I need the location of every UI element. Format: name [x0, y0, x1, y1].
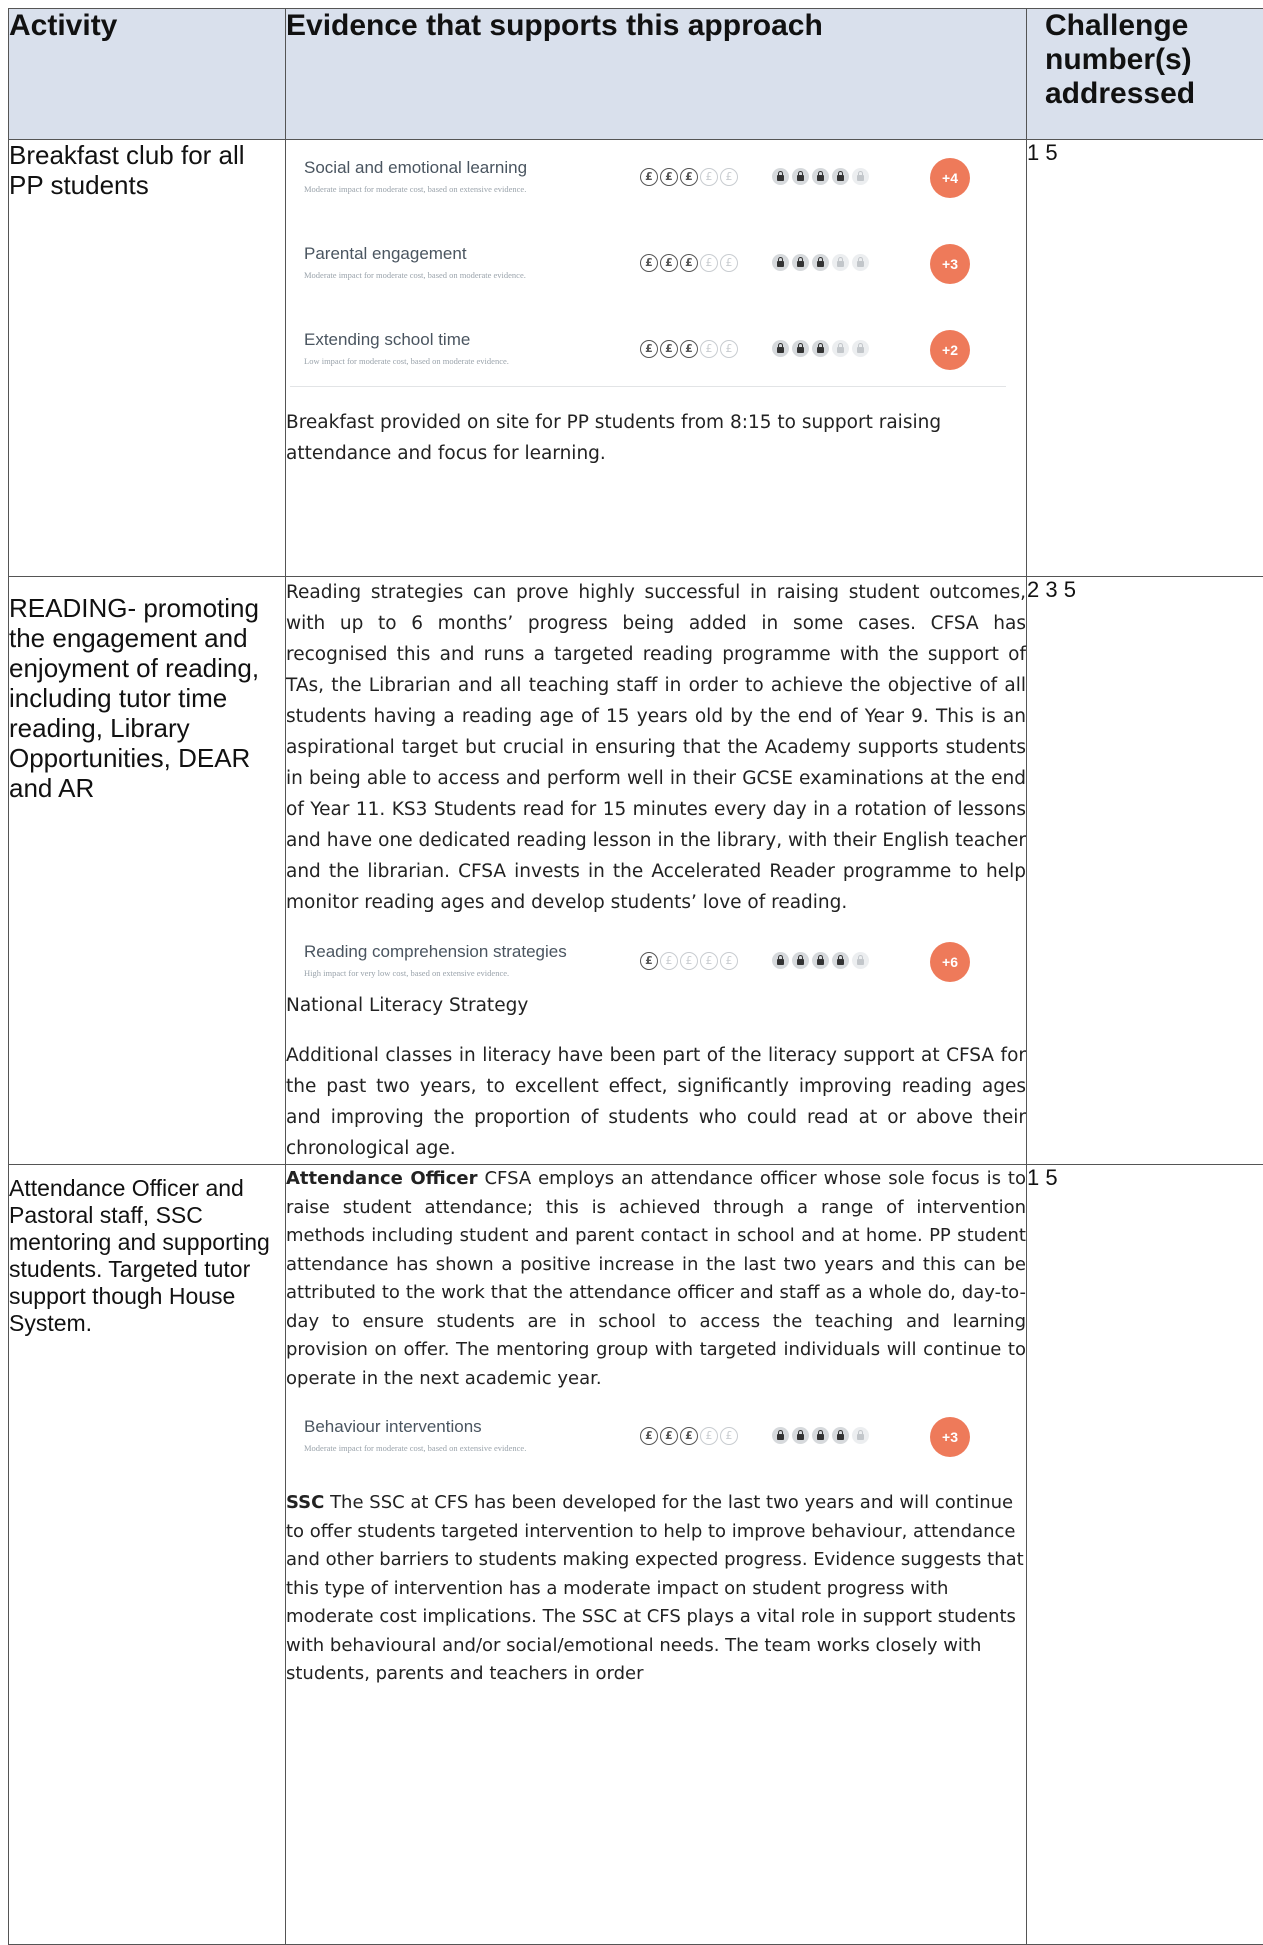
padlock-icon [832, 254, 849, 271]
eef-strand-name: Reading comprehension strategies [304, 942, 567, 962]
evidence-text: Attendance Officer CFSA employs an attendance officer whose sole focus is to raise student attendance; this is achieved through a range of intervention methods including student and parent contact in school and at home. PP student attendance has shown a positive increase in the last two years and this can be attributed to the work that the attendance officer and staff as a whole do, day-to-day to ensure students are in school to access the teaching and learning provision on offer. The mentoring group with targeted individuals will continue to operate in the next academic year. [286, 1165, 1026, 1393]
table-row [9, 140, 1263, 577]
impact-months-badge: +3 [930, 244, 970, 284]
eef-list [286, 1403, 1026, 1473]
evidence-cell [286, 1165, 1027, 1945]
padlock-icon [832, 340, 849, 357]
padlock-icon [832, 1427, 849, 1444]
eef-strand-description: Moderate impact for moderate cost, based on extensive evidence. [304, 1443, 526, 1453]
activity-cell: Breakfast club for all PP students [9, 140, 286, 577]
padlock-icon [812, 340, 829, 357]
padlock-icon [812, 952, 829, 969]
eef-strip [290, 144, 1006, 214]
header-evidence: Evidence that supports this approach [286, 9, 1027, 140]
padlock-icon [832, 168, 849, 185]
padlock-icon [812, 1427, 829, 1444]
pound-coin-icon: £ [660, 254, 678, 272]
padlock-icon [852, 340, 869, 357]
pound-coin-icon: £ [660, 952, 678, 970]
cost-rating [640, 1427, 738, 1445]
evidence-rating [772, 168, 869, 185]
evidence-rating [772, 1427, 869, 1444]
padlock-icon [792, 254, 809, 271]
evidence-cell [286, 577, 1027, 1165]
padlock-icon [792, 952, 809, 969]
eef-strand-description: Moderate impact for moderate cost, based on extensive evidence. [304, 184, 526, 194]
padlock-icon [852, 952, 869, 969]
padlock-icon [812, 168, 829, 185]
pound-coin-icon: £ [720, 952, 738, 970]
subheading: National Literacy Strategy [286, 992, 1026, 1020]
pound-coin-icon: £ [680, 254, 698, 272]
header-challenge: Challenge number(s) addressed [1027, 9, 1263, 140]
pound-coin-icon: £ [700, 1427, 718, 1445]
strategy-table [8, 8, 1263, 1945]
eef-strip [290, 1403, 1006, 1473]
eef-strand-name: Parental engagement [304, 244, 467, 264]
challenge-cell: 1 5 [1027, 140, 1263, 577]
header-activity: Activity [9, 9, 286, 140]
evidence-rating [772, 340, 869, 357]
eef-strand-description: High impact for very low cost, based on extensive evidence. [304, 968, 509, 978]
evidence-text: Breakfast provided on site for PP students from 8:15 to support raising attendance and focus for learning. [286, 407, 1026, 469]
pound-coin-icon: £ [640, 168, 658, 186]
padlock-icon [772, 1427, 789, 1444]
eef-strand-name: Social and emotional learning [304, 158, 527, 178]
eef-strand-name: Behaviour interventions [304, 1417, 482, 1437]
pound-coin-icon: £ [700, 952, 718, 970]
impact-months-badge: +2 [930, 330, 970, 370]
impact-months-badge: +6 [930, 942, 970, 982]
padlock-icon [792, 168, 809, 185]
pound-coin-icon: £ [680, 340, 698, 358]
pound-coin-icon: £ [660, 340, 678, 358]
pound-coin-icon: £ [700, 254, 718, 272]
cost-rating [640, 254, 738, 272]
evidence-rating [772, 254, 869, 271]
pound-coin-icon: £ [680, 952, 698, 970]
challenge-cell: 1 5 [1027, 1165, 1263, 1945]
padlock-icon [852, 168, 869, 185]
cost-rating [640, 168, 738, 186]
table-row [9, 577, 1263, 1165]
pound-coin-icon: £ [720, 168, 738, 186]
eef-strand-description: Low impact for moderate cost, based on moderate evidence. [304, 356, 509, 366]
attendance-officer-heading: Attendance Officer [286, 1168, 478, 1189]
padlock-icon [772, 952, 789, 969]
pound-coin-icon: £ [680, 1427, 698, 1445]
pound-coin-icon: £ [720, 1427, 738, 1445]
pound-coin-icon: £ [660, 1427, 678, 1445]
activity-cell: Attendance Officer and Pastoral staff, SSC mentoring and supporting students. Targeted tutor support though House System. [9, 1165, 286, 1945]
pound-coin-icon: £ [720, 254, 738, 272]
padlock-icon [812, 254, 829, 271]
pound-coin-icon: £ [700, 168, 718, 186]
eef-strand-name: Extending school time [304, 330, 470, 350]
eef-strip [290, 230, 1006, 300]
activity-cell: READING- promoting the engagement and enjoyment of reading, including tutor time reading, Library Opportunities, DEAR and AR [9, 577, 286, 1165]
evidence-text-2: Additional classes in literacy have been part of the literacy support at CFSA for the past two years, to excellent effect, significantly improving reading ages and improving the proportion of students who could read at or above their chronological age. [286, 1040, 1026, 1164]
ssc-heading: SSC [286, 1492, 324, 1513]
padlock-icon [852, 254, 869, 271]
padlock-icon [772, 168, 789, 185]
impact-months-badge: +4 [930, 158, 970, 198]
cost-rating [640, 340, 738, 358]
padlock-icon [792, 340, 809, 357]
evidence-text-2: SSC The SSC at CFS has been developed for the last two years and will continue to offer students targeted intervention to help to improve behaviour, attendance and other barriers to students making expected progress. Evidence suggests that this type of intervention has a moderate impact on student progress with moderate cost implications. The SSC at CFS plays a vital role in support students with behavioural and/or social/emotional needs. The team works closely with students, parents and teachers in order [286, 1489, 1026, 1689]
pound-coin-icon: £ [640, 340, 658, 358]
padlock-icon [772, 254, 789, 271]
eef-list [286, 928, 1026, 998]
eef-strand-description: Moderate impact for moderate cost, based on moderate evidence. [304, 270, 526, 280]
eef-strip [290, 928, 1006, 998]
pound-coin-icon: £ [640, 254, 658, 272]
challenge-cell: 2 3 5 [1027, 577, 1263, 1165]
header-row [9, 9, 1263, 140]
padlock-icon [852, 1427, 869, 1444]
eef-list [286, 144, 1026, 387]
pound-coin-icon: £ [720, 340, 738, 358]
evidence-cell [286, 140, 1027, 577]
pound-coin-icon: £ [660, 168, 678, 186]
pound-coin-icon: £ [700, 340, 718, 358]
pound-coin-icon: £ [680, 168, 698, 186]
padlock-icon [772, 340, 789, 357]
pound-coin-icon: £ [640, 952, 658, 970]
eef-strip [290, 316, 1006, 387]
padlock-icon [832, 952, 849, 969]
cost-rating [640, 952, 738, 970]
evidence-text: Reading strategies can prove highly successful in raising student outcomes, with up to 6 months’ progress being added in some cases. CFSA has recognised this and runs a targeted reading programme with the support of TAs, the Librarian and all teaching staff in order to achieve the objective of all students having a reading age of 15 years old by the end of Year 9. This is an aspirational target but crucial in ensuring that the Academy supports students in being able to access and perform well in their GCSE examinations at the end of Year 11. KS3 Students read for 15 minutes every day in a rotation of lessons and have one dedicated reading lesson in the library, with their English teacher and the librarian. CFSA invests in the Accelerated Reader programme to help monitor reading ages and develop students’ love of reading. [286, 577, 1026, 918]
table-row [9, 1165, 1263, 1945]
evidence-rating [772, 952, 869, 969]
padlock-icon [792, 1427, 809, 1444]
impact-months-badge: +3 [930, 1417, 970, 1457]
pound-coin-icon: £ [640, 1427, 658, 1445]
